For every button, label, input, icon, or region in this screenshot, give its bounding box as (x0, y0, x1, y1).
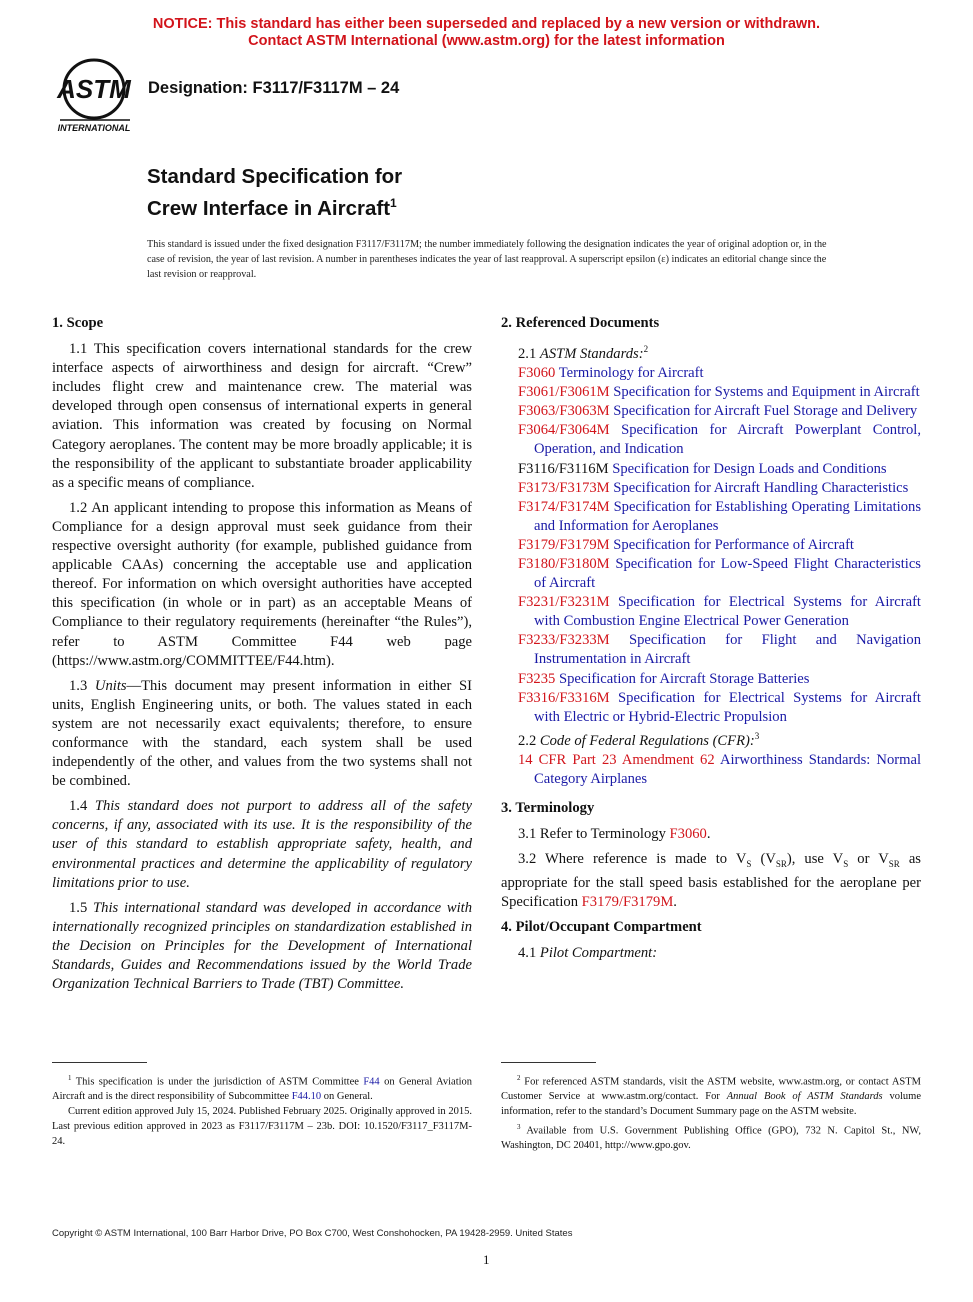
notice-banner (0, 16, 973, 50)
reference-code[interactable]: F3173/F3173M (518, 479, 610, 496)
astm-logo (50, 56, 138, 136)
reference-title[interactable]: Specification for Systems and Equipment in Aircraft (613, 384, 920, 401)
reference-title[interactable]: Specification for Performance of Aircraft (613, 536, 854, 553)
title-footnote-mark: 1 (390, 196, 397, 210)
logo-subtext: INTERNATIONAL (57, 123, 131, 133)
footnote-1-edition: Current edition approved July 15, 2024. Published February 2025. Originally approved in 2015. Last previous edition approved in 2023 as F3117/F3117M – 23b. DOI: 10.1520/F3117_F3117M-24. (52, 1106, 472, 1147)
designation: Designation: F3117/F3117M – 24 (148, 79, 400, 97)
reference-title[interactable]: Specification for Electrical Systems for Aircraft with Electric or Hybrid-Electric Propulsion (534, 689, 921, 725)
reference-list (501, 364, 921, 727)
reference-code[interactable]: F3316/F3316M (518, 689, 610, 706)
issued-note: This standard is issued under the fixed designation F3117/F3117M; the number immediately following the designation indicates the year of original adoption or, in the case of revision, the year of last revision. A number in parentheses indicates the year of last reapproval. A superscript epsilon (ε) indicates an editorial change since the last revision or reapproval. (147, 239, 827, 281)
page-title (147, 163, 402, 222)
reference-item[interactable] (518, 364, 921, 383)
refs-heading: 2. Referenced Documents (501, 315, 660, 331)
reference-code[interactable]: F3061/F3061M (518, 384, 610, 401)
reference-item[interactable] (518, 460, 921, 479)
reference-title[interactable]: Specification for Aircraft Fuel Storage and Delivery (613, 403, 918, 420)
title-line-1: Standard Specification for (147, 165, 403, 188)
reference-item[interactable] (518, 383, 921, 402)
reference-title[interactable]: Specification for Design Loads and Conditions (612, 460, 887, 477)
reference-item[interactable] (518, 498, 921, 536)
reference-code[interactable]: F3235 (518, 670, 556, 687)
cfr-reference[interactable]: 14 CFR Part 23 Amendment 62 Airworthiness Standards: Normal Category Airplanes (518, 751, 922, 787)
scope-p3: 1.3 Units—This document may present information in either SI units, English Engineering units, or both. The values stated in each system are not necessarily exact equivalents; therefore, to ensure conformance with the standard, each system shall be used independently of the other, and values from the two systems shall not be combined. (52, 677, 472, 790)
reference-item[interactable] (518, 670, 921, 689)
pilot-heading: 4. Pilot/Occupant Compartment (501, 919, 702, 936)
reference-code[interactable]: F3174/F3174M (518, 498, 610, 515)
copyright: Copyright © ASTM International, 100 Barr Harbor Drive, PO Box C700, West Conshohocken, PA 19428-2959. United States (52, 1228, 573, 1239)
notice-line-2: Contact ASTM International (www.astm.org) for the latest information (248, 33, 725, 49)
pilot-sub: 4.1 Pilot Compartment: (518, 945, 658, 962)
refs-sub1: 2.1 ASTM Standards:$^2$ (518, 344, 649, 362)
reference-code[interactable]: F3231/F3231M (518, 594, 610, 611)
footnote-link-f4410[interactable]: F44.10 (291, 1091, 322, 1103)
reference-title[interactable]: Specification for Aircraft Powerplant Control, Operation, and Indication (534, 422, 921, 458)
terminology-link-f3179[interactable]: F3179/F3179M (581, 894, 674, 911)
reference-title[interactable]: Specification for Flight and Navigation Instrumentation in Aircraft (534, 632, 921, 668)
reference-code[interactable]: F3116/F3116M (518, 460, 609, 477)
scope-p2: 1.2 An applicant intending to propose this information as Means of Compliance for a design approval must seek guidance from their respective oversight authority (for example, published guidance from applicable CAAs) concerning the acceptable use and application thereof. For information on which oversight authorities have accepted this specification (in whole or in part) as an acceptable Means of Compliance to their regulatory requirements (hereinafter “the Rules”), refer to ASTM Committee F44 web page (https://www.astm.org/COMMITTEE/F44.htm). (52, 499, 472, 669)
terminology-p2: 3.2 Where reference is made to $V_S$ $(V_{SR})$, use $V_S$ or $V_{SR}$ as appropriate for the stall speed basis established for the aeroplane per Specification F3179/F3179M. (501, 851, 921, 911)
reference-code[interactable]: F3233/F3233M (518, 632, 610, 649)
footnote-link-f44[interactable]: F44 (363, 1076, 380, 1088)
reference-title[interactable]: Specification for Aircraft Storage Batteries (558, 670, 810, 687)
scope-heading: 1. Scope (52, 315, 104, 331)
title-line-2: Crew Interface in Aircraft (147, 196, 391, 220)
footnotes-right (501, 1071, 921, 1154)
terminology-heading: 3. Terminology (501, 799, 595, 816)
reference-code[interactable]: F3180/F3180M (518, 555, 610, 572)
footnote-3: $^3$ Available from U.S. Government Publishing Office (GPO), 732 N. Capitol St., NW, Washington, DC 20401, http://www.gpo.gov. (501, 1122, 921, 1152)
logo-text: ASTM (57, 74, 131, 104)
reference-item[interactable] (518, 631, 921, 669)
reference-title[interactable]: Specification for Establishing Operating Limitations and Information for Aeroplanes (534, 498, 922, 534)
reference-item[interactable] (518, 479, 921, 498)
reference-item[interactable] (518, 402, 921, 421)
right-column (501, 314, 921, 970)
reference-item[interactable] (518, 593, 921, 631)
terminology-p1: 3.1 Refer to Terminology F3060. (518, 826, 711, 843)
footnote-2: $^2$ For referenced ASTM standards, visit the ASTM website, www.astm.org, or contact ASTM Customer Service at www.astm.org/contact. For Annual Book of ASTM Standards volume information, refer to the standard’s Document Summary page on the ASTM website. (501, 1074, 922, 1118)
reference-code[interactable]: F3063/F3063M (518, 403, 610, 420)
reference-title[interactable]: Specification for Low-Speed Flight Characteristics of Aircraft (534, 555, 921, 592)
footnote-1: $^1$ This specification is under the jurisdiction of ASTM Committee F44 on General Aviation Aircraft and is the direct responsibility of Subcommittee F44.10 on General. (52, 1074, 473, 1103)
reference-item[interactable] (518, 421, 921, 459)
scope-p1: 1.1 This specification covers international standards for the crew interface aspects of airworthiness and design for aircraft. “Crew” includes flight crew and maintenance crew. The material was developed through open consensus of international experts in general aviation. This information was created by focusing on Normal Category aeroplanes. The content may be more broadly applicable; it is the responsibility of the applicant to substantiate broader applicability as a specific means of compliance. (52, 341, 472, 491)
scope-p5: 1.5 This international standard was developed in accordance with internationally recognized principles on standardization established in the Decision on Principles for the Development of International Standards, Guides and Recommendations issued by the World Trade Organization Technical Barriers to Trade (TBT) Committee. (52, 899, 473, 993)
footnote-rule-right (501, 1062, 596, 1063)
reference-code[interactable]: F3060 (518, 365, 556, 382)
footnote-rule-left (52, 1062, 147, 1063)
refs-sub2: 2.2 Code of Federal Regulations (CFR):$^3$ (518, 730, 760, 749)
reference-title[interactable]: Terminology for Aircraft (558, 365, 704, 382)
reference-title[interactable]: Specification for Electrical Systems for Aircraft with Combustion Engine Electrical Power Generation (534, 594, 921, 630)
terminology-link-f3060[interactable]: F3060 (669, 826, 707, 843)
reference-item[interactable] (518, 689, 921, 727)
reference-code[interactable]: F3064/F3064M (518, 422, 610, 439)
page-number: 1 (483, 1252, 490, 1267)
reference-item[interactable] (518, 536, 921, 555)
notice-line-1: NOTICE: This standard has either been superseded and replaced by a new version or withdrawn. (152, 16, 821, 32)
reference-item[interactable] (518, 555, 921, 593)
left-column (52, 314, 472, 1000)
scope-p4: 1.4 This standard does not purport to address all of the safety concerns, if any, associated with its use. It is the responsibility of the user of this standard to establish appropriate safety, health, and environmental practices and determine the applicability of regulatory limitations prior to use. (52, 798, 472, 891)
footnotes-left (52, 1071, 472, 1149)
reference-code[interactable]: F3179/F3179M (518, 536, 610, 553)
reference-title[interactable]: Specification for Aircraft Handling Characteristics (613, 479, 909, 496)
